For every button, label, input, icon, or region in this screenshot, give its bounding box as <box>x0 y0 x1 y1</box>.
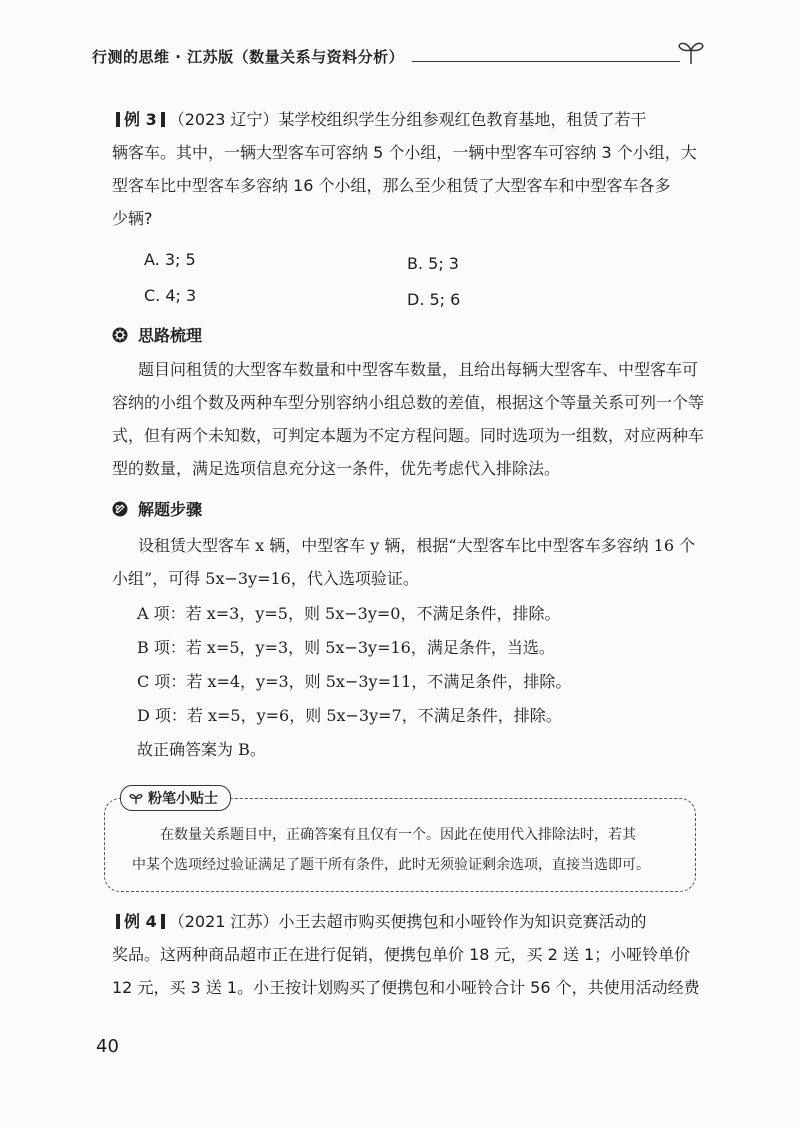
sprout-icon <box>129 791 143 805</box>
label-bar-left <box>116 112 120 127</box>
step-b: B 项：若 x=5，y=3，则 5x−3y=16，满足条件，当选。 <box>137 638 555 657</box>
solve-section-title: 解题步骤 <box>138 500 203 519</box>
solve-section-heading <box>112 497 202 520</box>
step-d: D 项：若 x=5，y=6，则 5x−3y=7，不满足条件，排除。 <box>137 706 562 725</box>
step-c: C 项：若 x=4，y=3，则 5x−3y=11，不满足条件，排除。 <box>137 672 572 691</box>
label-bar-left <box>116 914 120 929</box>
example-3-question <box>112 103 712 235</box>
header-title: 行测的思维 · 江苏版（数量关系与资料分析） <box>92 48 405 66</box>
example-4-line-1: 例 4 （2021 江苏）小王去超市购买便携包和小哑铃作为知识竞赛活动的 <box>112 905 712 938</box>
page-number: 40 <box>96 1036 119 1057</box>
option-c: C. 4; 3 <box>144 286 197 305</box>
solve-intro-line-2: 小组”，可得 5x−3y=16，代入选项验证。 <box>112 569 419 588</box>
header-rule <box>412 61 680 62</box>
example-4-label: 例 4 <box>124 912 157 931</box>
example-3-line-3: 型客车比中型客车多容纳 16 个小组，那么至少租赁了大型客车和中型客车各多 <box>112 176 671 195</box>
example-4-line-3: 12 元，买 3 送 1。小王按计划购买了便携包和小哑铃合计 56 个，共使用活动经费 <box>112 978 700 997</box>
label-bar-right <box>161 914 165 929</box>
option-a: A. 3; 5 <box>144 250 196 269</box>
solve-steps <box>137 597 712 767</box>
label-bar-right <box>161 112 165 127</box>
example-4-line-2: 奖品。这两种商品超市正在进行促销，便携包单价 18 元，买 2 送 1；小哑铃单价 <box>112 945 691 964</box>
step-a: A 项：若 x=3，y=5，则 5x−3y=0，不满足条件，排除。 <box>137 604 561 623</box>
option-d: D. 5; 6 <box>407 290 461 309</box>
think-paragraph: 题目问租赁的大型客车数量和中型客车数量，且给出每辆大型客车、中型客车可 容纳的小组个数及两种车型分别容纳小组总数的差值，根据这个等量关系可列一个等 式，但有两个未知数，可判定本题为不定方程问题。同时选项为一组数，对应两种车 型的数量，满足选项信息充分这一条件，优先考虑代入排除法。 <box>112 360 705 478</box>
pencil-icon <box>112 501 128 517</box>
tip-text: 在数量关系题目中，正确答案有且仅有一个。因此在使用代入排除法时，若其 中某个选项经过验证满足了题干所有条件，此时无须验证剩余选项，直接当选即可。 <box>132 827 650 873</box>
gear-icon <box>112 327 128 343</box>
running-header <box>92 44 707 70</box>
think-section-title: 思路梳理 <box>138 326 203 345</box>
tip-tag <box>120 785 231 811</box>
sprout-icon <box>677 36 705 66</box>
think-section-heading <box>112 323 202 346</box>
solve-paragraph <box>112 529 712 595</box>
example-3-line-1: 例 3 （2023 辽宁）某学校组织学生分组参观红色教育基地，租赁了若干 <box>112 103 712 136</box>
tip-tag-label: 粉笔小贴士 <box>148 791 218 807</box>
option-b: B. 5; 3 <box>407 254 459 273</box>
solve-intro-line-1: 设租赁大型客车 x 辆，中型客车 y 辆，根据“大型客车比中型客车多容纳 16 个 <box>138 536 696 555</box>
example-4-question <box>112 905 712 1004</box>
conclusion: 故正确答案为 B。 <box>137 740 266 759</box>
example-3-line-4: 少辆? <box>112 209 153 228</box>
example-3-line-2: 辆客车。其中，一辆大型客车可容纳 5 个小组，一辆中型客车可容纳 3 个小组，大 <box>112 143 697 162</box>
example-3-label: 例 3 <box>124 110 157 129</box>
